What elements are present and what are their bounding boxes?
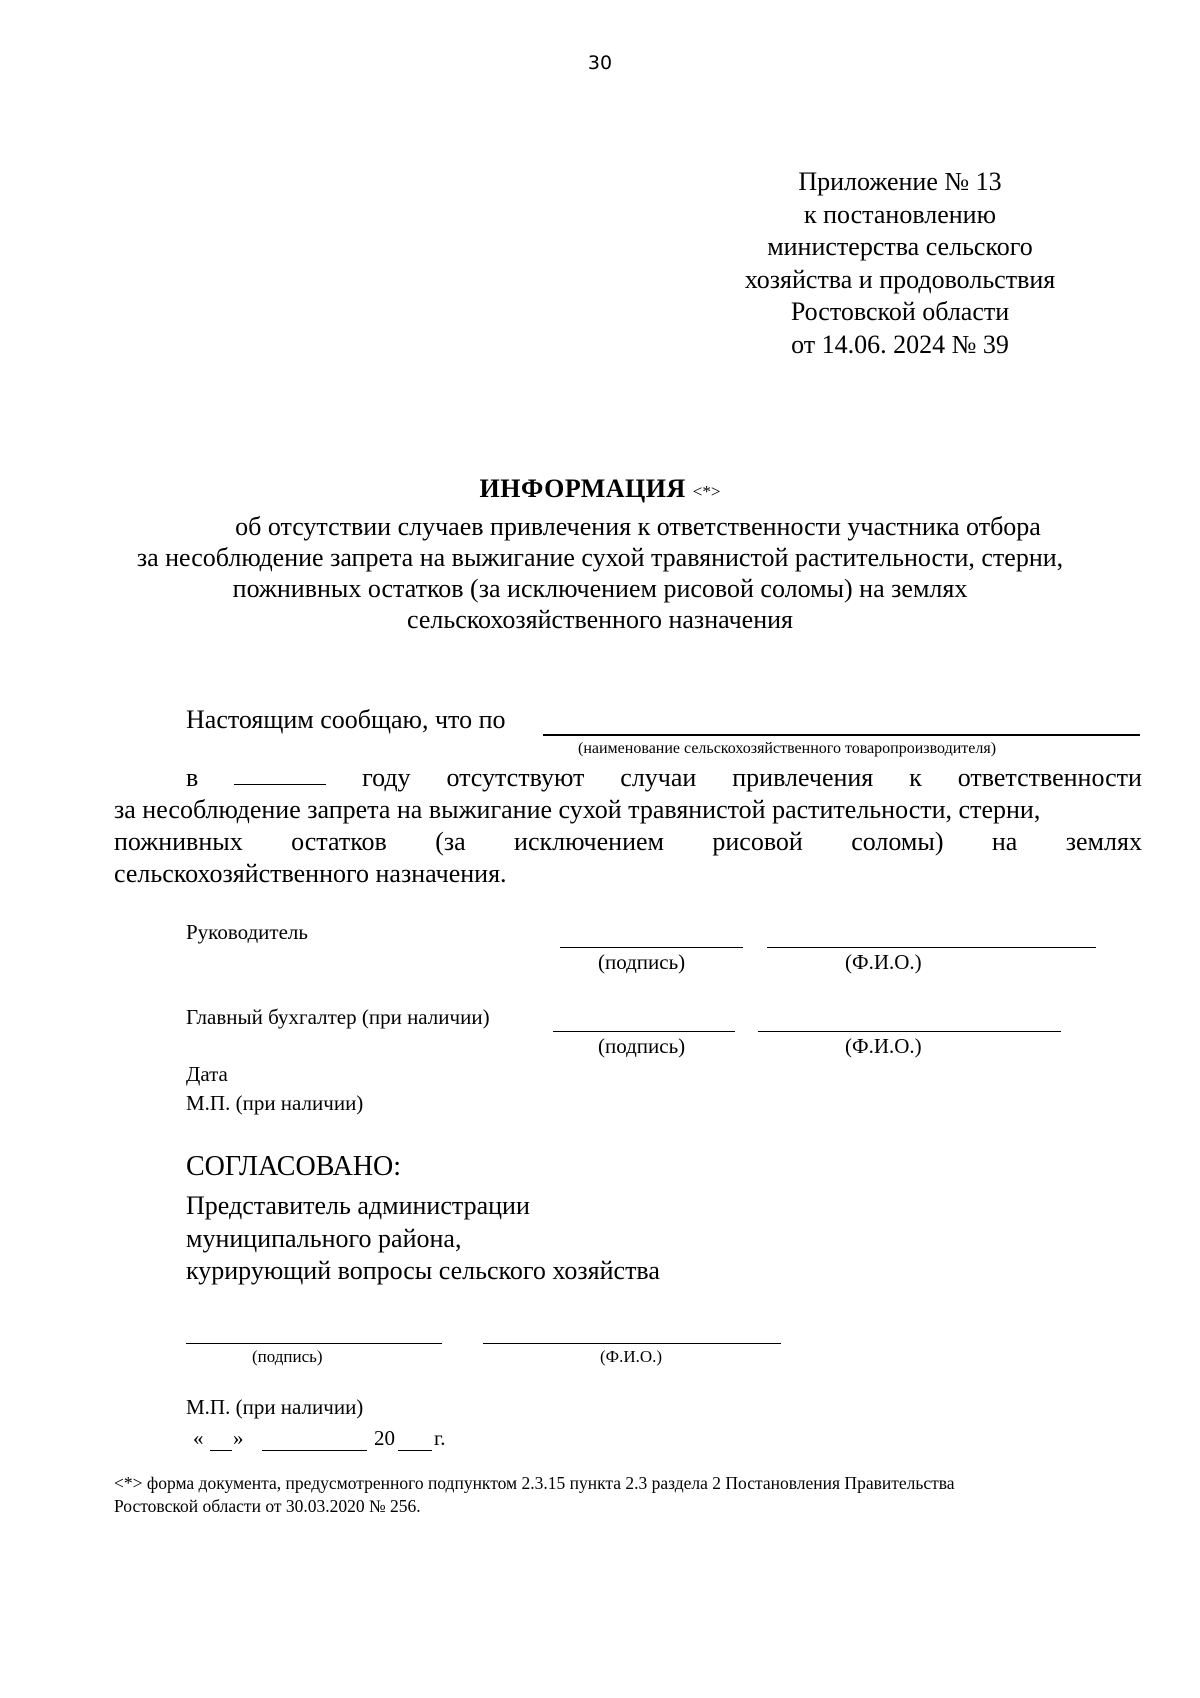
approval-year-field[interactable] [398,1450,432,1451]
statement-word: соломы) [851,827,944,856]
statement-word: на [991,827,1018,856]
approval-title: СОГЛАСОВАНО: [186,1151,402,1182]
document-subtitle [0,511,1200,635]
footnote [114,1472,955,1518]
approval-year-prefix: 20 [374,1426,395,1450]
approval-day-field[interactable] [210,1450,232,1451]
statement-line [114,762,1142,794]
producer-name-caption: (наименование сельскохозяйственного товаропроизводителя) [578,740,997,757]
statement-word: рисовой [712,827,803,856]
subtitle-line: сельскохозяйственного назначения [406,605,794,634]
head-signature-field[interactable] [560,947,743,948]
approval-description [186,1190,660,1288]
statement-body [114,762,1142,890]
document-title-text: ИНФОРМАЦИЯ [479,474,686,503]
year-field[interactable] [234,762,326,785]
accountant-name-caption: (Ф.И.О.) [845,1034,922,1058]
accountant-signature-field[interactable] [553,1031,735,1032]
statement-word: ответственности [957,763,1142,792]
approval-signature-field[interactable] [186,1343,442,1344]
statement-intro: Настоящим сообщаю, что по [186,705,506,734]
approval-name-field[interactable] [483,1343,781,1344]
approval-stamp-label: М.П. (при наличии) [186,1395,364,1419]
statement-word: исключением [514,827,664,856]
approval-date-open-quote: « [193,1426,204,1450]
statement-line [114,858,1142,890]
accountant-name-field[interactable] [758,1031,1061,1032]
statement-word: в [186,763,199,792]
subtitle-line: пожнивных остатков (за исключением рисовой соломы) на землях [232,574,968,603]
statement-line [114,794,1142,826]
footnote-line: Ростовской области от 30.03.2020 № 256. [114,1496,421,1516]
accountant-signature-caption: (подпись) [598,1034,686,1058]
approval-line: Представитель администрации [186,1191,530,1220]
approval-year-suffix: г. [434,1426,446,1450]
statement-word: отсутствуют [446,763,585,792]
date-label: Дата [186,1062,228,1086]
subtitle-line: за несоблюдение запрета на выжигание сухой травянистой растительности, стерни, [136,543,1064,572]
appendix-line: Приложение № 13 [798,167,1002,196]
statement-line [114,826,1142,858]
footnote-line: <*> форма документа, предусмотренного подпунктом 2.3.15 пункта 2.3 раздела 2 Постановления Правительства [114,1473,955,1493]
subtitle-line: об отсутствии случаев привлечения к ответственности участника отбора [235,512,1041,541]
statement-word: году [362,763,411,792]
page-number: 30 [587,52,613,74]
approval-signature-caption: (подпись) [252,1347,323,1366]
head-name-caption: (Ф.И.О.) [845,950,922,974]
head-label: Руководитель [186,920,308,944]
head-signature-caption: (подпись) [598,950,686,974]
appendix-line: от 14.06. 2024 № 39 [791,329,1009,359]
statement-word: (за [435,827,466,856]
head-name-field[interactable] [767,947,1096,948]
appendix-line: к постановлению [803,199,997,229]
statement-word: привлечения [732,763,874,792]
statement-word: остатков [291,827,387,856]
approval-name-caption: (Ф.И.О.) [600,1347,663,1366]
statement-word: землях [1065,827,1142,856]
footnote-mark: <*> [692,482,721,501]
statement-text: сельскохозяйственного назначения. [114,859,507,888]
appendix-line: министерства сельского [767,232,1033,261]
approval-date-close-quote: » [233,1426,244,1450]
statement-word: случаи [620,763,697,792]
appendix-line: хозяйства и продовольствия [744,264,1056,294]
document-title [0,474,1200,504]
statement-word: к [909,763,922,792]
approval-line: муниципального района, [186,1223,462,1253]
appendix-line: Ростовской области [790,297,1010,326]
appendix-header [700,166,1100,361]
approval-line: курирующий вопросы сельского хозяйства [186,1256,660,1285]
stamp-label: М.П. (при наличии) [186,1091,364,1115]
producer-name-field[interactable] [543,734,1140,736]
approval-month-field[interactable] [262,1450,367,1451]
statement-text: за несоблюдение запрета на выжигание сухой травянистой растительности, стерни, [114,795,1041,824]
accountant-label: Главный бухгалтер (при наличии) [186,1005,490,1029]
statement-word: пожнивных [114,827,243,856]
